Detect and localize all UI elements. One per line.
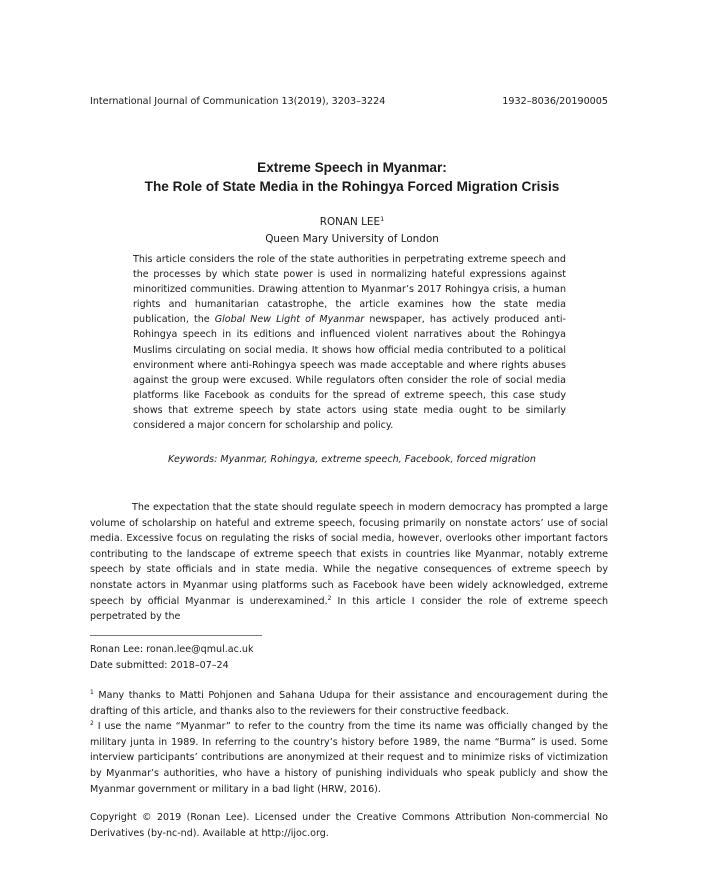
date-submitted: Date submitted: 2018–07–24 bbox=[90, 659, 229, 671]
abstract bbox=[133, 252, 566, 433]
footnote-text-2: I use the name “Myanmar” to refer to the country from the time its name was officially changed by the military junta in 1989. In referring to the country’s history before 1989, the name “Burma” is used. Some interview participants’ contributions are anonymized at their request and to minimize risks of victimization by Myanmar’s authorities, who have a history of punishing individuals who speak publicly and show the Myanmar government or military in a bad light (HRW, 2016). bbox=[90, 721, 608, 795]
title-line-2: The Role of State Media in the Rohingya Forced Migration Crisis bbox=[144, 179, 560, 194]
abstract-text-2: newspaper, has actively produced anti-Rohingya speech in its editions and influenced violent narratives about the Rohingya Muslims circulating on social media. It shows how official media contributed to a political environment where anti-Rohingya speech was made acceptable and where rights abuses against the group were excused. While regulators often consider the role of social media platforms like Facebook as conduits for the spread of extreme speech, this case study shows that extreme speech by state actors using state media ought to be similarly considered a major concern for scholarship and policy. bbox=[133, 314, 566, 432]
author-affiliation: Queen Mary University of London bbox=[265, 233, 439, 245]
author-name-line bbox=[0, 211, 704, 231]
footnote-text-1: Many thanks to Matti Pohjonen and Sahana Udupa for their assistance and encouragement during the drafting of this article, and thanks also to the reviewers for their constructive feedback. bbox=[90, 690, 608, 717]
footnote-2 bbox=[90, 719, 608, 797]
author-name: RONAN LEE bbox=[319, 216, 381, 228]
keywords bbox=[0, 454, 704, 465]
issn-identifier: 1932–8036/20190005 bbox=[502, 96, 608, 107]
footnote-divider bbox=[90, 635, 262, 636]
body-paragraph bbox=[90, 500, 608, 625]
footnotes bbox=[90, 688, 608, 797]
abstract-text-1: This article considers the role of the state authorities in perpetrating extreme speech and the processes by which state power is used in normalizing hateful expressions against minoritized communities. Drawing attention to Myanmar’s 2017 Rohingya crisis, a human rights and humanitarian catastrophe, the article examines how the state media publication, the bbox=[133, 254, 566, 326]
keywords-list: Myanmar, Rohingya, extreme speech, Facebook, forced migration bbox=[220, 454, 536, 465]
footnote-reference-2[interactable]: 2 bbox=[327, 594, 332, 602]
correspondence-block bbox=[90, 642, 253, 673]
article-title bbox=[0, 158, 704, 196]
body-text-1: The expectation that the state should regulate speech in modern democracy has prompted a large volume of scholarship on hateful and extreme speech, focusing primarily on nonstate actors’ use of social media. Excessive focus on regulating the risks of social media, however, overlooks other important factors contributing to the landscape of extreme speech that exists in countries like Myanmar, notably extreme speech by state officials and in state media. While the negative consequences of extreme speech by nonstate actors in Myanmar using platforms such as Facebook have been widely acknowledged, extreme speech by official Myanmar is underexamined. bbox=[90, 502, 608, 607]
author-contact: Ronan Lee: ronan.lee@qmul.ac.uk bbox=[90, 644, 254, 655]
author-footnote-mark[interactable]: 1 bbox=[380, 215, 385, 223]
copyright-notice: Copyright © 2019 (Ronan Lee). Licensed under the Creative Commons Attribution Non-commercial No Derivatives (by-nc-nd). Available at http://ijoc.org. bbox=[90, 812, 608, 839]
footnote-1 bbox=[90, 688, 608, 719]
journal-citation: International Journal of Communication 13(2019), 3203–3224 bbox=[90, 96, 386, 107]
running-header bbox=[90, 96, 608, 107]
keywords-label: Keywords: bbox=[168, 454, 218, 465]
body-text-2: In this article I consider the role of extreme speech perpetrated by the bbox=[90, 595, 608, 623]
newspaper-title: Global New Light of Myanmar bbox=[214, 314, 365, 326]
footnote-mark-1: 1 bbox=[90, 689, 94, 696]
footnote-mark-2: 2 bbox=[90, 720, 94, 728]
author-block bbox=[0, 211, 704, 248]
title-line-1: Extreme Speech in Myanmar: bbox=[257, 160, 447, 175]
